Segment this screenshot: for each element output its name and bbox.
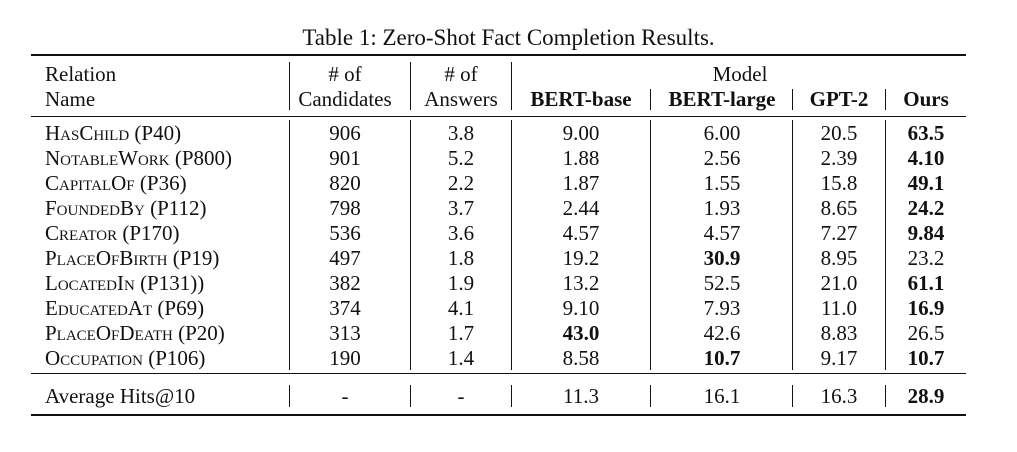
bert-base-value: 1.87 bbox=[562, 171, 600, 195]
candidates-value: 382 bbox=[329, 271, 361, 295]
answers-value: 5.2 bbox=[447, 146, 475, 170]
ours-value: 61.1 bbox=[907, 271, 945, 295]
average-candidates: - bbox=[341, 384, 349, 408]
vline-body-4 bbox=[650, 120, 651, 370]
candidates-value: 497 bbox=[329, 246, 361, 270]
vline-avg-2 bbox=[410, 385, 411, 407]
bert-large-value: 42.6 bbox=[703, 321, 741, 345]
relation-name: FoundedBy (P112) bbox=[45, 196, 207, 220]
answers-value: 3.8 bbox=[447, 121, 475, 145]
header-rule bbox=[31, 116, 966, 117]
vline-avg-3 bbox=[511, 385, 512, 407]
candidates-value: 901 bbox=[329, 146, 361, 170]
relation-name: HasChild (P40) bbox=[45, 121, 182, 145]
gpt2-value: 7.27 bbox=[820, 221, 858, 245]
candidates-value: 536 bbox=[329, 221, 361, 245]
average-gpt2: 16.3 bbox=[820, 384, 858, 408]
candidates-value: 906 bbox=[329, 121, 361, 145]
answers-value: 2.2 bbox=[447, 171, 475, 195]
relation-name: EducatedAt (P69) bbox=[45, 296, 205, 320]
ours-value: 26.5 bbox=[907, 321, 945, 345]
relation-name: PlaceOfDeath (P20) bbox=[45, 321, 225, 345]
bert-base-value: 9.10 bbox=[562, 296, 600, 320]
average-ours: 28.9 bbox=[907, 384, 945, 408]
answers-value: 4.1 bbox=[447, 296, 475, 320]
average-label: Average Hits@10 bbox=[45, 384, 196, 408]
summary-rule bbox=[31, 373, 966, 374]
answers-value: 1.8 bbox=[447, 246, 475, 270]
vline-header-3 bbox=[511, 62, 512, 110]
gpt2-value: 9.17 bbox=[820, 346, 858, 370]
vline-body-2 bbox=[410, 120, 411, 370]
bert-base-value: 13.2 bbox=[562, 271, 600, 295]
bert-large-value: 4.57 bbox=[703, 221, 741, 245]
ours-value: 23.2 bbox=[907, 246, 945, 270]
bert-large-value: 7.93 bbox=[703, 296, 741, 320]
candidates-value: 374 bbox=[329, 296, 361, 320]
gpt2-value: 15.8 bbox=[820, 171, 858, 195]
header-ours: Ours bbox=[903, 87, 949, 111]
vline-avg-4 bbox=[650, 385, 651, 407]
bert-large-value: 30.9 bbox=[703, 246, 741, 270]
table-caption: Table 1: Zero-Shot Fact Completion Results. bbox=[302, 25, 715, 50]
answers-value: 3.6 bbox=[447, 221, 475, 245]
header-answers-line1: # of bbox=[444, 62, 478, 86]
bert-base-value: 2.44 bbox=[562, 196, 600, 220]
ours-value: 16.9 bbox=[907, 296, 945, 320]
answers-value: 3.7 bbox=[447, 196, 475, 220]
ours-value: 49.1 bbox=[907, 171, 945, 195]
bert-large-value: 1.55 bbox=[703, 171, 741, 195]
bert-base-value: 4.57 bbox=[562, 221, 600, 245]
ours-value: 9.84 bbox=[907, 221, 945, 245]
bert-large-value: 52.5 bbox=[703, 271, 741, 295]
ours-value: 10.7 bbox=[907, 346, 945, 370]
header-relation-line1: Relation bbox=[45, 62, 117, 86]
answers-value: 1.9 bbox=[447, 271, 475, 295]
ours-value: 24.2 bbox=[907, 196, 945, 220]
gpt2-value: 8.95 bbox=[820, 246, 858, 270]
vline-body-5 bbox=[792, 120, 793, 370]
vline-avg-6 bbox=[885, 385, 886, 407]
bert-base-value: 1.88 bbox=[562, 146, 600, 170]
header-candidates-line1: # of bbox=[328, 62, 362, 86]
candidates-value: 798 bbox=[329, 196, 361, 220]
vline-header-1 bbox=[289, 62, 290, 110]
candidates-value: 820 bbox=[329, 171, 361, 195]
bert-base-value: 19.2 bbox=[562, 246, 600, 270]
gpt2-value: 11.0 bbox=[821, 296, 857, 320]
average-bert-large: 16.1 bbox=[703, 384, 741, 408]
header-bert-base: BERT-base bbox=[530, 87, 632, 111]
candidates-value: 313 bbox=[329, 321, 361, 345]
bert-large-value: 10.7 bbox=[703, 346, 741, 370]
header-answers-line2: Answers bbox=[424, 87, 498, 111]
relation-name: LocatedIn (P131)) bbox=[45, 271, 205, 295]
relation-name: PlaceOfBirth (P19) bbox=[45, 246, 220, 270]
bert-large-value: 1.93 bbox=[703, 196, 741, 220]
vline-avg-5 bbox=[792, 385, 793, 407]
top-rule bbox=[31, 54, 966, 56]
bert-large-value: 6.00 bbox=[703, 121, 741, 145]
header-candidates-line2: Candidates bbox=[298, 87, 392, 111]
relation-name: Occupation (P106) bbox=[45, 346, 206, 370]
vline-header-4 bbox=[650, 89, 651, 110]
vline-header-2 bbox=[410, 62, 411, 110]
vline-header-6 bbox=[885, 89, 886, 110]
header-bert-large: BERT-large bbox=[668, 87, 776, 111]
gpt2-value: 21.0 bbox=[820, 271, 858, 295]
bert-base-value: 8.58 bbox=[562, 346, 600, 370]
relation-name: CapitalOf (P36) bbox=[45, 171, 187, 195]
relation-name: NotableWork (P800) bbox=[45, 146, 233, 170]
header-model-group: Model bbox=[712, 62, 768, 86]
gpt2-value: 2.39 bbox=[820, 146, 858, 170]
candidates-value: 190 bbox=[329, 346, 361, 370]
answers-value: 1.7 bbox=[447, 321, 475, 345]
ours-value: 4.10 bbox=[907, 146, 945, 170]
vline-body-3 bbox=[511, 120, 512, 370]
vline-header-5 bbox=[792, 89, 793, 110]
gpt2-value: 8.83 bbox=[820, 321, 858, 345]
average-answers: - bbox=[457, 384, 465, 408]
relation-name: Creator (P170) bbox=[45, 221, 180, 245]
answers-value: 1.4 bbox=[447, 346, 475, 370]
bert-base-value: 43.0 bbox=[562, 321, 600, 345]
bert-large-value: 2.56 bbox=[703, 146, 741, 170]
bottom-rule bbox=[31, 414, 966, 416]
average-bert-base: 11.3 bbox=[563, 384, 599, 408]
header-gpt2: GPT-2 bbox=[809, 87, 869, 111]
gpt2-value: 8.65 bbox=[820, 196, 858, 220]
vline-body-6 bbox=[885, 120, 886, 370]
bert-base-value: 9.00 bbox=[562, 121, 600, 145]
header-relation-line2: Name bbox=[45, 87, 96, 111]
gpt2-value: 20.5 bbox=[820, 121, 858, 145]
ours-value: 63.5 bbox=[907, 121, 945, 145]
